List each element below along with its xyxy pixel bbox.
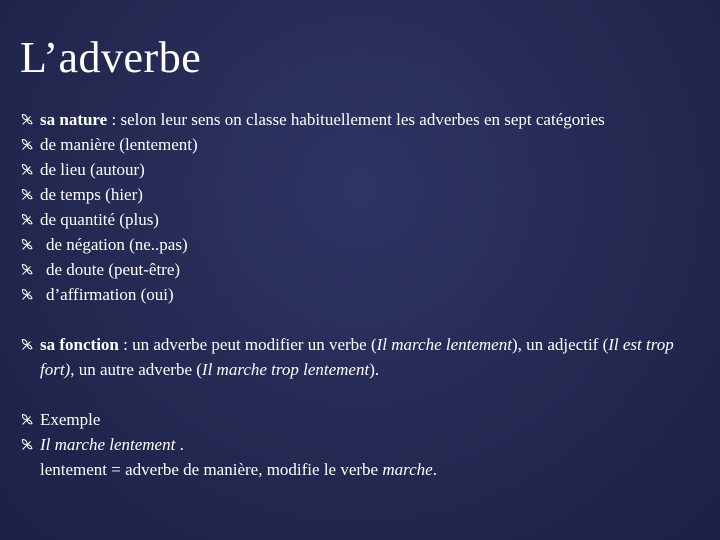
nature-label: sa nature (40, 110, 108, 129)
sprout-bullet-icon (20, 113, 33, 126)
list-item (20, 257, 700, 282)
slide-title: L’adverbe (20, 33, 202, 82)
fonction-text-2: ), un adjectif ( (511, 335, 609, 354)
fonction-example-adjective: Il est trop fort) (40, 335, 674, 379)
nature-text: : selon leur sens on classe habituellement les adverbes en sept catégories (107, 110, 605, 129)
list-item (20, 157, 700, 182)
fonction-example-adverb: Il marche trop lentement (201, 360, 370, 379)
list-item (20, 332, 700, 382)
sprout-bullet-icon (20, 138, 33, 151)
sprout-bullet-icon (20, 288, 33, 301)
fonction-label: sa fonction (40, 335, 119, 354)
list-item (20, 207, 700, 232)
category-place: de lieu (autour) (40, 160, 145, 179)
sprout-bullet-icon (20, 413, 33, 426)
category-negation: de négation (ne..pas) (46, 235, 188, 254)
sprout-bullet-icon (20, 438, 33, 451)
list-item (20, 182, 700, 207)
fonction-text-3: , un autre adverbe ( (70, 360, 202, 379)
category-quantity: de quantité (plus) (40, 210, 159, 229)
exemple-period: . (432, 460, 437, 479)
fonction-text-4: ). (369, 360, 380, 379)
category-time: de temps (hier) (40, 185, 143, 204)
list-item (20, 232, 700, 257)
sprout-bullet-icon (20, 188, 33, 201)
exemple-verb: marche (382, 460, 433, 479)
fonction-text-1: : un adverbe peut modifier un verbe ( (118, 335, 377, 354)
category-affirmation: d’affirmation (oui) (46, 285, 174, 304)
list-item (20, 107, 700, 132)
list-item (20, 432, 700, 482)
sprout-bullet-icon (20, 263, 33, 276)
slide-content (20, 107, 700, 482)
sprout-bullet-icon (20, 163, 33, 176)
exemple-explanation-line (40, 457, 700, 482)
exemple-sentence-end: . (175, 435, 184, 454)
fonction-section (20, 332, 700, 382)
sprout-bullet-icon (20, 213, 33, 226)
category-manner: de manière (lentement) (40, 135, 198, 154)
list-item (20, 132, 700, 157)
list-item (20, 407, 700, 432)
nature-section (20, 107, 700, 307)
exemple-section (20, 407, 700, 482)
category-doubt: de doute (peut-être) (46, 260, 181, 279)
sprout-bullet-icon (20, 238, 33, 251)
exemple-heading: Exemple (40, 410, 101, 429)
sprout-bullet-icon (20, 338, 33, 351)
list-item (20, 282, 700, 307)
exemple-explanation: lentement = adverbe de manière, modifie le verbe (40, 460, 383, 479)
fonction-example-verb: Il marche lentement (376, 335, 512, 354)
exemple-sentence: Il marche lentement (40, 435, 176, 454)
